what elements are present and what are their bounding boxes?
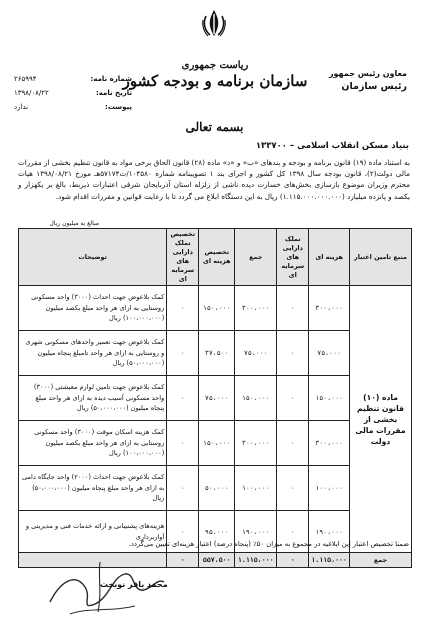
total-cost: ۱.۱۱۵،۰۰۰ xyxy=(309,553,350,568)
alloc-capital-cell: ۰ xyxy=(167,331,199,376)
sum-cell: ۷۵،۰۰۰ xyxy=(235,331,277,376)
letter-number-value: ۲۶۵۹۹۴ xyxy=(14,75,37,83)
cost-cell: ۱۹۰،۰۰۰ xyxy=(309,511,350,553)
alloc-cost-cell: ۹۵،۰۰۰ xyxy=(199,511,235,553)
description-cell: کمک بلاعوض جهت تعمیر واحدهای مسکونی شهری و روستایی به ازای هر واحد تامبلغ پنجاه میلیون (۵۰،۰۰۰،۰۰۰) ریال xyxy=(19,331,167,376)
allocation-table xyxy=(18,228,412,568)
vice-president-label: معاون رئیس جمهور xyxy=(328,69,407,78)
description-cell: هزینه‌های پشتیبانی و ارائه خدمات فنی و مدیریتی و آواربرداری xyxy=(19,511,167,553)
description-cell: کمک هزینه اسکان موقت (۳۰۰۰) واحد مسکونی روستایی به ازای هر واحد مبلغ یکصد میلیون (۱۰۰،۰۰۰،۰۰۰) ریال xyxy=(19,421,167,466)
letter-number-row xyxy=(14,72,132,86)
header-source: منبع تامین اعتبار xyxy=(350,229,412,286)
sum-cell: ۳۰۰،۰۰۰ xyxy=(235,286,277,331)
alloc-capital-cell: ۰ xyxy=(167,421,199,466)
letter-date-value: ۱۳۹۸/۰۸/۲۲ xyxy=(14,89,49,97)
alloc-cost-cell: ۳۷،۵۰۰ xyxy=(199,331,235,376)
sum-cell: ۱۵۰،۰۰۰ xyxy=(235,376,277,421)
total-capital: ۰ xyxy=(277,553,309,568)
attachment-row xyxy=(14,100,132,114)
letter-date-row xyxy=(14,86,132,100)
capital-cell: ۰ xyxy=(277,286,309,331)
sender-title xyxy=(329,67,407,93)
alloc-cost-cell: ۷۵،۰۰۰ xyxy=(199,376,235,421)
allocation-footnote: ضمنا تخصیص اعتبار این ابلاغیه در مجموع به میزان ۵۰٪ (پنجاه درصد) اعتبار هزینه‌ای تعیین می‌گردد. xyxy=(128,540,409,548)
header-alloc-cost: تخصیص هزینه ای xyxy=(199,229,235,286)
letter-meta xyxy=(14,72,132,114)
table-header-row xyxy=(19,229,412,286)
description-cell: کمک بلاعوض جهت احداث (۲۰۰۰) واحد جایگاه دامی به ازای هر واحد مبلغ پنجاه میلیون (۵۰،۰۰۰،۰۰۰) ریال xyxy=(19,466,167,511)
cost-cell: ۳۰۰،۰۰۰ xyxy=(309,421,350,466)
sum-cell: ۱۰۰،۰۰۰ xyxy=(235,466,277,511)
capital-cell: ۰ xyxy=(277,376,309,421)
cost-cell: ۳۰۰،۰۰۰ xyxy=(309,286,350,331)
alloc-cost-cell: ۱۵۰،۰۰۰ xyxy=(199,286,235,331)
attachment-label: پیوست: xyxy=(105,103,132,111)
alloc-capital-cell: ۰ xyxy=(167,511,199,553)
cost-cell: ۱۰۰،۰۰۰ xyxy=(309,466,350,511)
capital-cell: ۰ xyxy=(277,511,309,553)
letter-body: به استناد ماده (۱۹) قانون برنامه و بودجه و بندهای «ب» و «د» ماده (۲۸) قانون الحاق برخی مواد به قانون تنظیم بخشی از مقررات مالی دولت(۲)، قانون بودجه سال ۱۳۹۸ کل کشور و اجرای بند ۱ تصویبنامه شماره ۱۰۴۵۸۰/ت۵۷۱۷۴هـ مورخ ۱۳۹۸/۰۸/۲۱ هیات محترم وزیران موضوع بازسازی بخش‌های خسارت دیده ناشی از زلزله استان آذربایجان شرقی اعتبارات ذیربط، بالغ بر یکهزار و یکصد و پانزده میلیارد (۱.۱۱۵.۰۰۰.۰۰۰.۰۰۰) ریال به این دستگاه ابلاغ می گردد تا با رعایت قوانین و مقررات اقدام شود. xyxy=(18,158,411,201)
alloc-cost-cell: ۱۵۰،۰۰۰ xyxy=(199,421,235,466)
alloc-capital-cell: ۰ xyxy=(167,376,199,421)
alloc-capital-cell: ۰ xyxy=(167,466,199,511)
alloc-capital-cell: ۰ xyxy=(167,286,199,331)
attachment-value: ندارد xyxy=(14,103,29,111)
sum-cell: ۱۹۰،۰۰۰ xyxy=(235,511,277,553)
letter-subject: بنیاد مسکن انقلاب اسلامی – ۱۳۳۷۰۰ xyxy=(255,141,409,151)
table-row xyxy=(19,286,412,331)
header-alloc-capital: تخصیص تملک دارایی های سرمایه ای xyxy=(167,229,199,286)
unit-note: مبالغ به میلیون ریال xyxy=(49,220,99,227)
capital-cell: ۰ xyxy=(277,466,309,511)
capital-cell: ۰ xyxy=(277,421,309,466)
total-sum: ۱.۱۱۵،۰۰۰ xyxy=(235,553,277,568)
cost-cell: ۱۵۰،۰۰۰ xyxy=(309,376,350,421)
head-of-organization-label: رئیس سازمان xyxy=(341,81,407,92)
description-cell: کمک بلاعوض جهت احداث (۳۰۰۰) واحد مسکونی روستایی به ازای هر واحد مبلغ یکصد میلیون (۱۰۰،۰۰۰،۰۰۰) ریال xyxy=(19,286,167,331)
alloc-cost-cell: ۵۰،۰۰۰ xyxy=(199,466,235,511)
header-capital: تملک دارایی های سرمایه ای xyxy=(277,229,309,286)
presidency-label: ریاست جمهوری xyxy=(181,60,249,71)
letterhead xyxy=(120,60,310,90)
capital-cell: ۰ xyxy=(277,331,309,376)
header-sum: جمع xyxy=(235,229,277,286)
letter-number-label: شماره نامه: xyxy=(90,75,132,83)
header-description: توضیحات xyxy=(19,229,167,286)
cost-cell: ۷۵،۰۰۰ xyxy=(309,331,350,376)
description-cell: کمک بلاعوض جهت تامین لوازم معیشتی (۳۰۰۰) واحد مسکونی آسیب دیده به ازای هر واحد مبلغ پنجاه میلیون (۵۰،۰۰۰،۰۰۰) ریال xyxy=(19,376,167,421)
total-alloc-capital: ۰ xyxy=(167,553,199,568)
letter-date-label: تاریخ نامه: xyxy=(95,89,132,97)
total-alloc-cost: ۵۵۷،۵۰۰ xyxy=(199,553,235,568)
bismillah-heading: بسمه تعالی xyxy=(185,120,244,134)
emblem-icon xyxy=(200,8,228,38)
sum-cell: ۳۰۰،۰۰۰ xyxy=(235,421,277,466)
signer-name: محمد باقر نوبخت xyxy=(100,580,168,589)
header-cost: هزینه ای xyxy=(309,229,350,286)
organization-name: سازمان برنامه و بودجه کشور xyxy=(122,72,308,90)
total-label: جمع xyxy=(350,553,412,568)
source-cell: ماده (۱۰) قانون تنظیم بخشی از مقررات مالی دولت xyxy=(350,286,412,553)
